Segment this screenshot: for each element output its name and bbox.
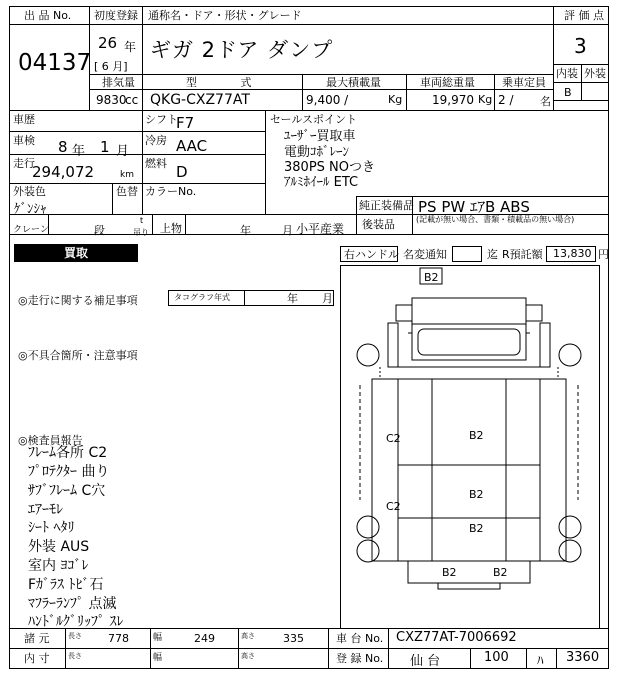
body-year-label: 年	[240, 224, 251, 237]
distance-label: 迄	[487, 248, 498, 261]
max-load-value: 9,400 /	[306, 93, 349, 107]
damage-center-1: B2	[469, 488, 484, 501]
damage-center-upper: B2	[469, 429, 484, 442]
sales-point-2: 電動ｺﾎﾞﾚｰﾝ	[284, 145, 350, 160]
capacity-value: 2 /	[498, 93, 514, 107]
reg-kana: ﾊ	[537, 654, 544, 669]
first-reg-label: 初度登録	[94, 9, 138, 22]
color-code-label: カラーNo.	[145, 185, 197, 198]
ac-value: AAC	[176, 137, 208, 155]
fuel-value: D	[176, 163, 188, 181]
eval-score: 3	[574, 34, 587, 58]
chassis-value: CXZ77AT-7006692	[396, 630, 517, 645]
gross-weight-unit: Kg	[478, 93, 493, 106]
height-label-2: 高さ	[241, 652, 255, 660]
inspector-line-9: ﾏﾌﾗｰﾗﾝﾌﾟ 点滅	[28, 596, 117, 612]
inspector-line-2: ﾌﾟﾛﾃｸﾀｰ 曲り	[28, 464, 110, 480]
crane-hang-label: 吊り	[133, 228, 149, 237]
capacity-label: 乗車定員	[502, 76, 546, 89]
sales-point-1: ﾕｰｻﾞｰ買取車	[284, 129, 356, 144]
car-name: ギガ 2ドア ダンプ	[150, 38, 334, 62]
first-reg-month: [ 6 月]	[94, 60, 128, 73]
damage-rear-right: B2	[493, 566, 508, 579]
inspection-year: 8	[58, 138, 68, 156]
mileage-label: 走行	[13, 157, 35, 170]
crane-label: クレーン	[13, 225, 49, 235]
genuine-equipment-label: 純正装備品	[359, 199, 414, 212]
max-load-label: 最大積載量	[326, 76, 381, 89]
truck-diagram	[340, 265, 600, 629]
ac-label: 冷房	[145, 134, 167, 147]
displacement-unit: cc	[125, 93, 139, 107]
damage-left-lower: C2	[386, 500, 401, 513]
aftermarket-label: 後装品	[362, 218, 395, 231]
tacho-month: 月	[322, 292, 333, 305]
history-label: 車歴	[13, 113, 35, 126]
crane-stage-label: 段	[94, 224, 105, 237]
purchase-badge: 買取	[14, 244, 138, 262]
interior-label: 内装	[556, 67, 578, 80]
shift-label: シフト	[145, 113, 178, 126]
capacity-unit: 名	[540, 95, 551, 108]
ext-color-label: 外装色	[13, 185, 46, 198]
chassis-label: 車 台 No.	[336, 632, 384, 645]
inspector-line-4: ｴｱｰﾓﾚ	[28, 502, 63, 518]
inspector-line-5: ｼｰﾄ ﾍﾀﾘ	[28, 520, 75, 536]
mileage-value: 294,072	[32, 163, 95, 181]
damage-cab: B2	[424, 271, 439, 284]
gross-weight-label: 車両総重量	[420, 76, 475, 89]
damage-rear-left: B2	[442, 566, 457, 579]
exterior-label: 外装	[584, 67, 606, 80]
inspector-line-8: Fｶﾞﾗｽ ﾄﾋﾞ石	[28, 577, 104, 593]
gross-weight-value: 19,970	[432, 93, 474, 107]
lot-no-label: 出 品 No.	[24, 9, 72, 22]
inspection-month-unit: 月	[116, 144, 130, 159]
damage-left-upper: C2	[386, 432, 401, 445]
inspection-year-unit: 年	[72, 144, 86, 159]
reg-label: 登 録 No.	[336, 652, 384, 665]
inspector-line-6: 外装 AUS	[28, 539, 90, 555]
displacement-value: 9830	[96, 93, 127, 107]
name-label: 通称名・ドア・形状・グレード	[148, 9, 302, 22]
sales-points-label: セールスポイント	[270, 113, 358, 126]
recycle-value: 13,830	[553, 247, 592, 260]
inspector-line-1: ﾌﾚｰﾑ各所 C2	[28, 445, 108, 461]
recycle-label: R預託額	[502, 248, 543, 261]
recycle-unit: 円	[598, 248, 609, 261]
reg-area: 仙 台	[410, 654, 441, 669]
shift-value: F7	[176, 114, 195, 132]
fuel-label: 燃料	[145, 157, 167, 170]
inspector-line-10: ﾊﾝﾄﾞﾙｸﾞﾘｯﾌﾟ ｽﾚ	[28, 614, 124, 630]
name-change-box	[452, 246, 482, 262]
name-change-label: 名変通知	[403, 248, 447, 261]
interior-grade: B	[564, 86, 572, 99]
eval-label: 評 価 点	[564, 9, 604, 22]
defects-label: ◎不具合箇所・注意事項	[18, 349, 138, 362]
crane-ton-label: t	[140, 216, 144, 225]
color-change-label: 色替	[116, 185, 138, 198]
max-load-unit: Kg	[388, 93, 403, 106]
inspector-line-3: ｻﾌﾞﾌﾚｰﾑ C穴	[28, 483, 106, 499]
model-label: 型 式	[186, 76, 272, 89]
displacement-label: 排気量	[102, 76, 135, 89]
height-value: 335	[283, 632, 304, 645]
body-label: 上物	[160, 222, 182, 235]
body-month-label: 月	[282, 224, 293, 237]
length-value: 778	[108, 632, 129, 645]
tacho-label: タコグラフ年式	[174, 293, 230, 302]
lot-number: 04137	[18, 50, 92, 76]
length-label: 長さ	[68, 632, 82, 640]
damage-center-2: B2	[469, 522, 484, 535]
reg-class: 100	[484, 650, 509, 665]
inspector-line-7: 室内 ﾖｺﾞﾚ	[28, 558, 89, 574]
mileage-unit: km	[120, 170, 134, 180]
first-reg-year: 26	[98, 34, 118, 52]
inspection-label: 車検	[13, 134, 35, 147]
inspection-month: 1	[100, 138, 110, 156]
length-label-2: 長さ	[68, 652, 82, 660]
inspector-label: ◎検査員報告	[18, 434, 83, 447]
ext-color-value: ｹﾞﾝｼｬ	[14, 202, 47, 217]
tacho-year: 年	[287, 292, 298, 305]
model-value: QKG-CXZ77AT	[150, 92, 250, 108]
first-reg-year-unit: 年	[124, 40, 137, 54]
driving-remarks-label: ◎走行に関する補足事項	[18, 294, 138, 307]
body-maker: 小平産業	[296, 222, 345, 236]
sales-point-4: ｱﾙﾐﾎｲｰﾙ ETC	[284, 175, 359, 190]
rhd-label: 右ハンドル	[344, 248, 399, 261]
dims-label: 諸 元	[24, 632, 50, 645]
reg-number: 3360	[566, 650, 600, 665]
genuine-equipment-value: PS PW ｴｱB ABS	[418, 198, 530, 216]
width-label: 幅	[153, 633, 163, 643]
width-label-2: 幅	[153, 653, 163, 663]
sales-point-3: 380PS NOつき	[284, 160, 375, 175]
interior-dims-label: 内 寸	[24, 652, 50, 665]
height-label: 高さ	[241, 632, 255, 640]
aftermarket-note: (記載が無い場合、書類・積載品の無い場合)	[416, 215, 575, 224]
width-value: 249	[194, 632, 215, 645]
